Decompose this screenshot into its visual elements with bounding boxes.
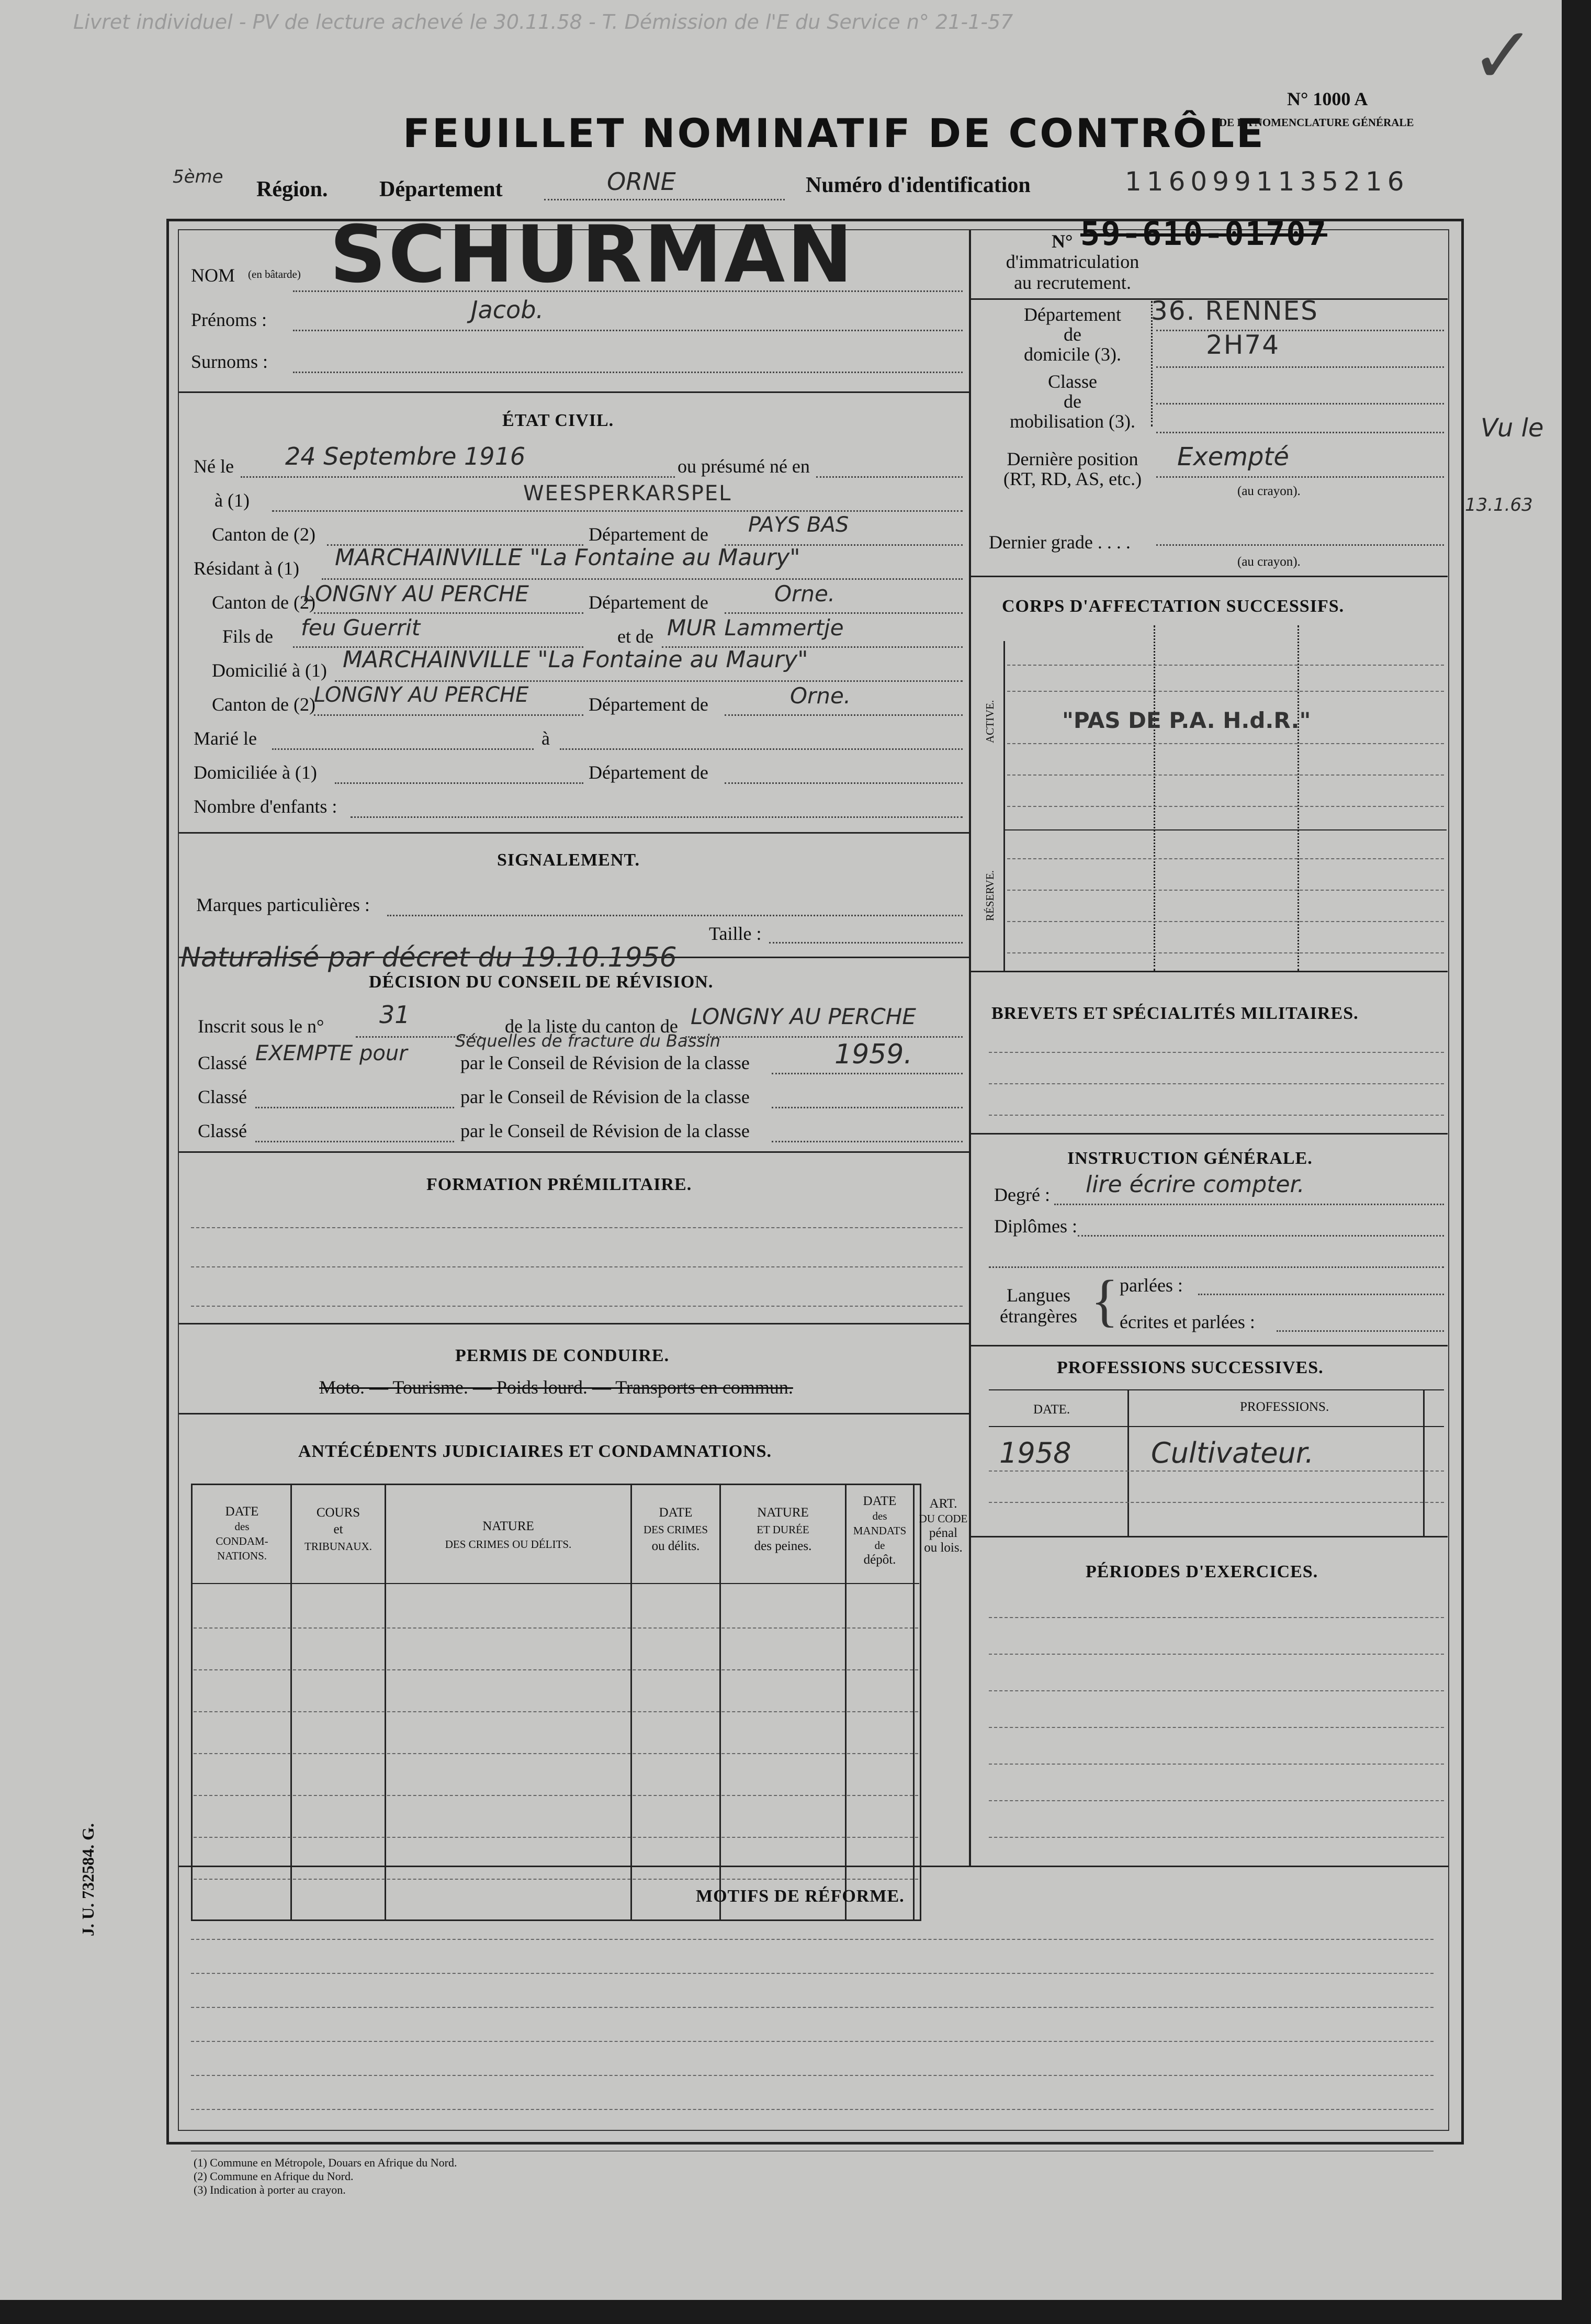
etat-civil-bottom-rule [179, 832, 969, 834]
canton2-dots [314, 612, 583, 614]
degre-dots [1054, 1204, 1444, 1205]
parlees-dots [1198, 1294, 1444, 1295]
classe-mob-dots-2 [1156, 432, 1444, 433]
corps-line-1 [1007, 665, 1444, 666]
ecrites-dots [1277, 1330, 1444, 1332]
classe-label-3: Classé [198, 1120, 247, 1141]
dept3-value: Orne. [790, 683, 851, 709]
ant-header-date-crimes: DATE DES CRIMES ou délits. [643, 1506, 708, 1553]
ant-row-line-5 [194, 1795, 918, 1796]
top-note: Livret individuel - PV de lecture achevé le 30.11.58 - T. Démission de l'E du Service n° 21-1-57 [73, 10, 1013, 33]
check-mark: ✓ [1470, 10, 1536, 102]
canton3-label: Canton de (2) [212, 694, 315, 715]
dept-value: PAYS BAS [748, 513, 849, 537]
domicile-label: Département de domicile (3). [1024, 304, 1121, 365]
domicilie-value: MARCHAINVILLE "La Fontaine au Maury" [343, 646, 808, 673]
a-value: WEESPERKARSPEL [523, 481, 732, 506]
brevets-line-1 [989, 1052, 1444, 1053]
professions-line-1 [989, 1470, 1444, 1472]
instruction-title: INSTRUCTION GÉNÉRALE. [1067, 1149, 1313, 1168]
canton3-value: LONGNY AU PERCHE [314, 683, 529, 707]
prenoms-dots [293, 330, 963, 331]
enfants-label: Nombre d'enfants : [194, 796, 337, 817]
reforme-top-rule [179, 1866, 1448, 1867]
domicile-dots-1 [1156, 330, 1444, 331]
corps-line-2 [1007, 691, 1444, 692]
reforme-line-3 [191, 2007, 1434, 2008]
region-value: 5ème [173, 166, 223, 187]
canton3-dots [314, 714, 583, 716]
inscrit-value: 31 [379, 1001, 410, 1029]
parlees-label: parlées : [1120, 1275, 1183, 1296]
classe-reason: Séquelles de fracture du Bassin [455, 1031, 721, 1051]
column-divider-lower [969, 1450, 971, 1866]
domiciliee-dots [335, 782, 583, 784]
presume-dots [816, 476, 963, 478]
prenoms-label: Prénoms : [191, 309, 267, 330]
periodes-line-2 [989, 1654, 1444, 1655]
footnotes [194, 2156, 457, 2197]
residant-value: MARCHAINVILLE "La Fontaine au Maury" [335, 544, 800, 571]
fils-value: feu Guerrit [301, 615, 421, 641]
ne-le-label: Né le [194, 456, 234, 477]
taille-dots [769, 942, 963, 944]
reforme-line-2 [191, 1973, 1434, 1974]
derniere-position-dots [1156, 476, 1444, 478]
corps-line-7 [1007, 890, 1444, 891]
degre-label: Degré : [994, 1184, 1050, 1205]
corps-line-5 [1007, 806, 1444, 807]
ant-header-nature-peines: NATURE ET DURÉE des peines. [754, 1506, 812, 1553]
permis-bottom-rule [179, 1413, 969, 1414]
domiciliee-label: Domiciliée à (1) [194, 762, 317, 783]
antecedents-title: ANTÉCÉDENTS JUDICIAIRES ET CONDAMNATIONS. [298, 1442, 772, 1461]
corps-bottom-rule [971, 971, 1448, 972]
periodes-line-1 [989, 1617, 1444, 1618]
instruction-bottom-rule [971, 1345, 1448, 1346]
scan-edge-right [1562, 0, 1591, 2324]
side-code: J. U. 732584. G. [78, 1823, 97, 1936]
formation-line-1 [191, 1227, 963, 1228]
corps-line-4 [1007, 774, 1444, 776]
matricule-label: d'immatriculation au recrutement. [1006, 251, 1139, 293]
margin-note-bottom: 13.1.63 [1465, 495, 1533, 515]
footnote-3: (3) Indication à porter au crayon. [194, 2183, 346, 2196]
surnoms-label: Surnoms : [191, 351, 268, 372]
prof-date-col: DATE. [1033, 1402, 1070, 1417]
matricule-value: 59-610-01707 [1080, 215, 1327, 253]
nomenclature-label: DE LA NOMENCLATURE GÉNÉRALE [1219, 116, 1414, 129]
dept4-dots [725, 782, 963, 784]
permis-title: PERMIS DE CONDUIRE. [455, 1346, 670, 1365]
domicilie-label: Domicilié à (1) [212, 660, 327, 681]
marie-label: Marié le [194, 728, 257, 749]
formation-line-2 [191, 1266, 963, 1267]
reforme-line-6 [191, 2109, 1434, 2110]
dept2-dots [725, 612, 963, 614]
corps-active-reserve-rule [1005, 829, 1447, 830]
corps-line-8 [1007, 921, 1444, 922]
derniere-position-label: Dernière position (RT, RD, AS, etc.) [1003, 448, 1142, 489]
langues-brace: { [1091, 1268, 1119, 1332]
corps-line-3 [1007, 743, 1444, 744]
periodes-line-4 [989, 1727, 1444, 1728]
corps-title: CORPS D'AFFECTATION SUCCESSIFS. [1002, 597, 1345, 616]
reforme-line-1 [191, 1939, 1434, 1940]
classe-year-dots-1 [772, 1073, 963, 1074]
diplomes-dots-1 [1078, 1235, 1444, 1237]
residant-dots [322, 578, 963, 580]
form-number: N° 1000 A [1287, 88, 1368, 109]
dept3-dots [725, 714, 963, 716]
corps-vline-2 [1154, 625, 1155, 971]
ant-row-line-6 [194, 1837, 918, 1838]
revision-bottom-rule [179, 1151, 969, 1153]
au-crayon-label-2: (au crayon). [1237, 555, 1301, 569]
professions-bottom-rule [971, 1536, 1448, 1537]
ant-header-date-condamnations: DATE des CONDAM- NATIONS. [216, 1505, 268, 1562]
par-conseil-2: par le Conseil de Révision de la classe [460, 1086, 750, 1107]
diplomes-dots-2 [989, 1266, 1444, 1268]
nom-label: NOM [191, 265, 235, 286]
ant-row-line-7 [194, 1879, 918, 1880]
canton-label: Canton de (2) [212, 524, 315, 545]
marie-a-label: à [541, 728, 550, 749]
classe-year-dots-3 [772, 1141, 963, 1142]
ant-header-rule [191, 1583, 919, 1584]
a-label: à (1) [215, 490, 250, 511]
a-dots [272, 510, 963, 512]
domicile-dots-2 [1156, 366, 1444, 368]
identity-bottom-rule [179, 391, 969, 393]
department-dots [544, 199, 785, 200]
reforme-title: MOTIFS DE RÉFORME. [696, 1887, 905, 1906]
nom-value: SCHURMAN [330, 209, 855, 300]
et-de-label: et de [617, 626, 653, 647]
classe-year-dots-2 [772, 1107, 963, 1108]
fils-label: Fils de [222, 626, 274, 647]
formation-bottom-rule [179, 1323, 969, 1324]
par-conseil-3: par le Conseil de Révision de la classe [460, 1120, 750, 1141]
liste-dots [685, 1036, 963, 1038]
department-value: ORNE [607, 167, 676, 196]
ant-row-line-3 [194, 1711, 918, 1712]
domicile-value-2: 2H74 [1206, 330, 1280, 360]
professions-header-rule [989, 1426, 1444, 1427]
corps-line-9 [1007, 952, 1444, 953]
footnote-2: (2) Commune en Afrique du Nord. [194, 2170, 354, 2183]
ne-le-value: 24 Septembre 1916 [285, 442, 526, 470]
reforme-line-4 [191, 2041, 1434, 2042]
classe-value: EXEMPTE pour [255, 1041, 408, 1065]
professions-vline-right [1423, 1389, 1425, 1536]
domicile-value: 36. RENNES [1151, 296, 1318, 326]
active-label: ACTIVE. [984, 700, 996, 743]
dept-label: Département de [589, 524, 708, 545]
classe-dots-2 [255, 1107, 454, 1108]
prof-date-value: 1958 [999, 1436, 1071, 1469]
ant-row-line-1 [194, 1627, 918, 1629]
domicilie-dots [335, 680, 963, 682]
formation-line-3 [191, 1306, 963, 1307]
signalement-title: SIGNALEMENT. [497, 850, 640, 870]
diplomes-label: Diplômes : [994, 1216, 1077, 1237]
footnote-1: (1) Commune en Métropole, Douars en Afrique du Nord. [194, 2156, 457, 2169]
ant-row-line-2 [194, 1669, 918, 1670]
marie-dots [272, 748, 534, 750]
taille-label: Taille : [709, 923, 762, 944]
ant-header-nature-crimes: NATURE DES CRIMES OU DÉLITS. [445, 1519, 572, 1551]
reserve-label: RÉSERVE. [984, 870, 996, 921]
etat-civil-title: ÉTAT CIVIL. [502, 411, 614, 430]
id-label: Numéro d'identification [806, 173, 1031, 197]
prof-col: PROFESSIONS. [1240, 1400, 1329, 1414]
corps-vline-3 [1297, 625, 1299, 971]
permis-options: Moto. — Tourisme. — Poids lourd. — Transports en commun. [319, 1377, 793, 1398]
column-divider [969, 230, 971, 1450]
id-value: 1160991135216 [1125, 166, 1409, 197]
department-label: Département [379, 177, 503, 201]
canton2-label: Canton de (2) [212, 592, 315, 613]
ant-header-cours: COURS et TRIBUNAUX. [304, 1506, 372, 1553]
professions-vline-left [1127, 1389, 1129, 1536]
ecrites-label: écrites et parlées : [1120, 1311, 1255, 1332]
degre-value: lire écrire compter. [1086, 1171, 1305, 1198]
brevets-title: BREVETS ET SPÉCIALITÉS MILITAIRES. [991, 1004, 1359, 1023]
liste-value: LONGNY AU PERCHE [691, 1004, 916, 1029]
corps-vline-left [1003, 641, 1005, 971]
residant-label: Résidant à (1) [194, 558, 299, 579]
matricule-prefix: N° [1052, 231, 1073, 252]
margin-note-top: Vu le [1481, 413, 1544, 443]
prenoms-value: Jacob. [471, 296, 544, 324]
dernier-grade-dots [1156, 544, 1444, 546]
reforme-line-5 [191, 2075, 1434, 2076]
enfants-dots [351, 816, 963, 818]
canton2-value: LONGNY AU PERCHE [303, 581, 529, 607]
professions-title: PROFESSIONS SUCCESSIVES. [1057, 1358, 1324, 1377]
dept2-label: Département de [589, 592, 708, 613]
scan-edge-bottom [0, 2300, 1591, 2324]
classe-label-1: Classé [198, 1052, 247, 1073]
dept2-value: Orne. [774, 581, 836, 607]
classe-mob-dots-1 [1156, 403, 1444, 405]
inscrit-label: Inscrit sous le n° [198, 1016, 324, 1037]
presume-label: ou présumé né en [678, 456, 810, 477]
stamp-pas-de-pa: "PAS DE P.A. H.d.R." [1062, 708, 1311, 733]
page-title: FEUILLET NOMINATIF DE CONTRÔLE [403, 110, 1266, 156]
professions-line-2 [989, 1502, 1444, 1503]
marques-dots [387, 915, 963, 916]
ne-le-dots [241, 476, 675, 478]
dept3-label: Département de [589, 694, 708, 715]
corps-line-6 [1007, 858, 1444, 859]
langues-label: Langues étrangères [1000, 1285, 1077, 1327]
periodes-line-3 [989, 1690, 1444, 1691]
professions-top-rule [989, 1389, 1444, 1390]
derniere-position-value: Exempté [1177, 442, 1289, 471]
periodes-line-7 [989, 1837, 1444, 1838]
brevets-line-2 [989, 1083, 1444, 1084]
dept4-label: Département de [589, 762, 708, 783]
nom-dots [293, 290, 963, 292]
naturalise-note: Naturalisé par décret du 19.10.1956 [180, 942, 677, 973]
periodes-title: PÉRIODES D'EXERCICES. [1086, 1562, 1318, 1581]
liste-label: de la liste du canton de [505, 1016, 678, 1037]
surnoms-dots [293, 372, 963, 373]
formation-title: FORMATION PRÉMILITAIRE. [426, 1175, 692, 1194]
grade-bottom-rule [971, 576, 1448, 577]
dernier-grade-label: Dernier grade . . . . [989, 532, 1131, 553]
classe-label-2: Classé [198, 1086, 247, 1107]
revision-title: DÉCISION DU CONSEIL DE RÉVISION. [369, 972, 714, 992]
periodes-line-5 [989, 1764, 1444, 1765]
et-de-value: MUR Lammertje [667, 615, 844, 641]
region-label: Région. [256, 177, 328, 201]
classe-mobilisation-label: Classe de mobilisation (3). [1010, 371, 1135, 432]
marques-label: Marques particulières : [196, 894, 370, 915]
brevets-line-3 [989, 1115, 1444, 1116]
ant-header-mandats: DATE des MANDATS de dépôt. [853, 1494, 907, 1567]
brevets-bottom-rule [971, 1133, 1448, 1135]
classe-dots-3 [255, 1141, 454, 1142]
prof-value: Cultivateur. [1151, 1436, 1314, 1469]
au-crayon-label: (au crayon). [1237, 484, 1301, 498]
marie-a-dots [560, 748, 963, 750]
periodes-line-6 [989, 1800, 1444, 1801]
ant-header-article: ART. DU CODE pénal ou lois. [919, 1497, 968, 1555]
classe-year: 1959. [834, 1039, 912, 1070]
nom-sub-label: (en bâtarde) [248, 268, 301, 280]
par-conseil-1: par le Conseil de Révision de la classe [460, 1052, 750, 1073]
ant-row-line-4 [194, 1753, 918, 1754]
